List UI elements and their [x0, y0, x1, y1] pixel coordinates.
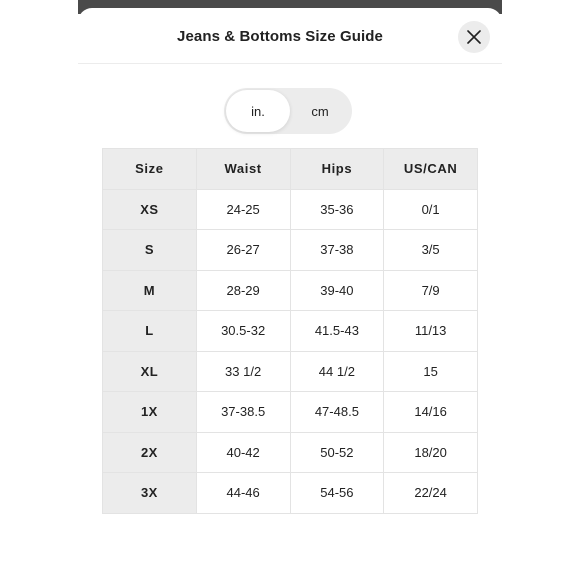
modal-title: Jeans & Bottoms Size Guide [177, 28, 383, 45]
us-can-cell: 11/13 [384, 311, 478, 352]
waist-cell: 37-38.5 [196, 392, 290, 433]
unit-option-centimeters[interactable]: cm [311, 103, 329, 119]
us-can-cell: 18/20 [384, 432, 478, 473]
hips-cell: 37-38 [290, 230, 384, 271]
waist-cell: 28-29 [196, 270, 290, 311]
modal-header [78, 8, 502, 64]
column-header-us-can: US/CAN [384, 149, 478, 190]
us-can-cell: 15 [384, 351, 478, 392]
us-can-cell: 3/5 [384, 230, 478, 271]
size-cell: 2X [103, 432, 197, 473]
table-row [103, 189, 478, 230]
hips-cell: 50-52 [290, 432, 384, 473]
hips-cell: 41.5-43 [290, 311, 384, 352]
waist-cell: 33 1/2 [196, 351, 290, 392]
column-header-hips: Hips [290, 149, 384, 190]
size-table [102, 148, 478, 514]
us-can-cell: 7/9 [384, 270, 478, 311]
waist-cell: 44-46 [196, 473, 290, 514]
size-cell: XS [103, 189, 197, 230]
table-row [103, 311, 478, 352]
waist-cell: 30.5-32 [196, 311, 290, 352]
size-cell: M [103, 270, 197, 311]
size-cell: XL [103, 351, 197, 392]
close-button[interactable] [458, 21, 490, 53]
hips-cell: 54-56 [290, 473, 384, 514]
hips-cell: 39-40 [290, 270, 384, 311]
waist-cell: 40-42 [196, 432, 290, 473]
table-row [103, 351, 478, 392]
waist-cell: 26-27 [196, 230, 290, 271]
table-row [103, 432, 478, 473]
close-icon [467, 30, 481, 44]
us-can-cell: 0/1 [384, 189, 478, 230]
us-can-cell: 22/24 [384, 473, 478, 514]
column-header-waist: Waist [196, 149, 290, 190]
unit-option-inches[interactable]: in. [226, 90, 290, 132]
column-header-size: Size [103, 149, 197, 190]
size-guide-modal [78, 8, 502, 580]
table-row [103, 270, 478, 311]
size-cell: 1X [103, 392, 197, 433]
hips-cell: 47-48.5 [290, 392, 384, 433]
unit-toggle [224, 88, 352, 134]
waist-cell: 24-25 [196, 189, 290, 230]
size-cell: 3X [103, 473, 197, 514]
hips-cell: 35-36 [290, 189, 384, 230]
table-header-row [103, 149, 478, 190]
table-row [103, 392, 478, 433]
size-cell: L [103, 311, 197, 352]
hips-cell: 44 1/2 [290, 351, 384, 392]
table-row [103, 473, 478, 514]
table-row [103, 230, 478, 271]
size-cell: S [103, 230, 197, 271]
us-can-cell: 14/16 [384, 392, 478, 433]
